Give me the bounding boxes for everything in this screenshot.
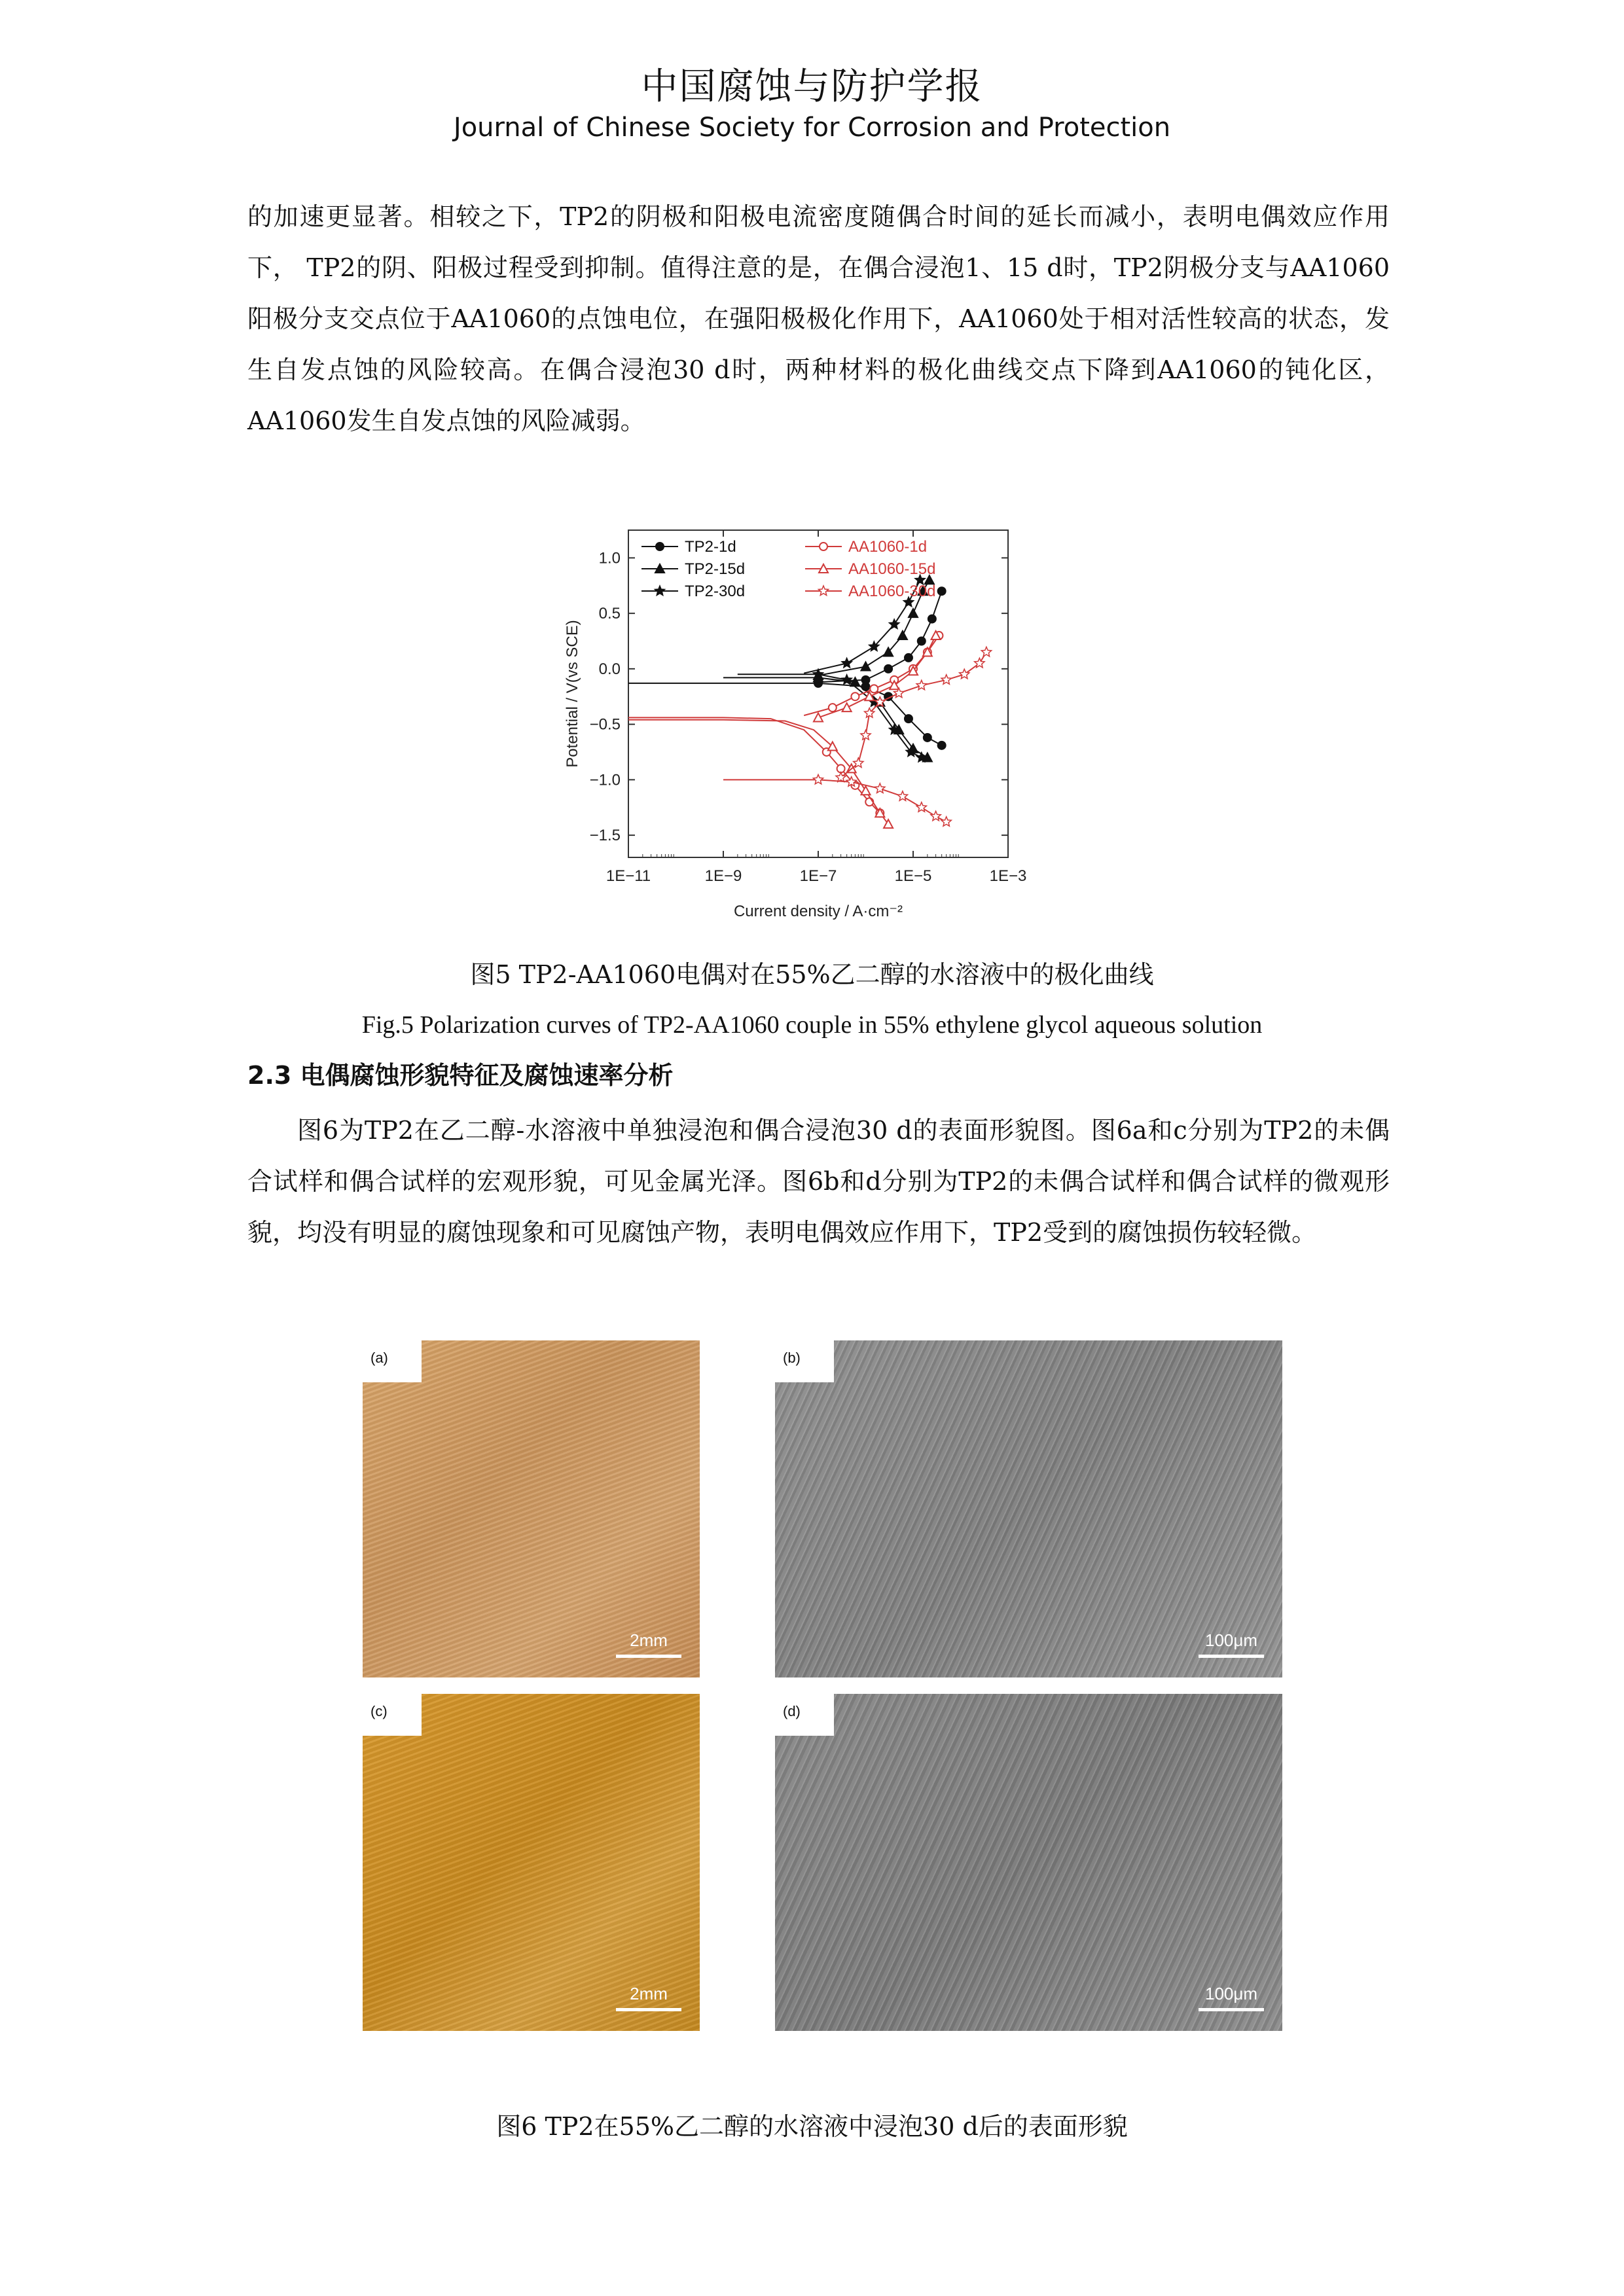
data-point	[655, 586, 664, 596]
scale-line	[616, 1655, 681, 1658]
y-tick-label: −0.5	[589, 715, 621, 734]
figure6-panel-a	[363, 1340, 700, 1677]
figure6-caption-cn: 图6 TP2在55%乙二醇的水溶液中浸泡30 d后的表面形貌	[496, 2112, 1128, 2141]
y-tick-label: 0.0	[598, 660, 621, 678]
scale-bar	[616, 1984, 681, 2011]
data-point	[884, 665, 892, 673]
data-point	[814, 713, 823, 721]
data-point	[931, 811, 941, 821]
figure5-caption-en: Fig.5 Polarization curves of TP2-AA1060 couple in 55% ethylene glycol aqueous solution	[361, 1011, 1263, 1039]
x-tick-label: 1E−5	[894, 867, 932, 885]
data-point	[941, 675, 951, 685]
data-point	[941, 817, 951, 826]
data-point	[842, 703, 852, 711]
y-tick-label: −1.5	[589, 827, 621, 845]
x-tick-label: 1E−7	[799, 867, 837, 885]
data-point	[862, 676, 870, 684]
data-point	[890, 619, 899, 628]
scale-bar	[616, 1630, 681, 1658]
data-point	[851, 692, 859, 700]
panel-tag: (a)	[363, 1340, 422, 1382]
section-heading: 2.3 电偶腐蚀形貌特征及腐蚀速率分析	[247, 1061, 674, 1090]
data-point	[905, 715, 912, 723]
data-point	[938, 742, 946, 749]
scale-label: 100μm	[1204, 1630, 1258, 1650]
paragraph-text: 的加速更显著。相较之下，TP2的阴极和阳极电流密度随偶合时间的延长而减小，表明电偶效应作用下， TP2的阴、阳极过程受到抑制。值得注意的是，在偶合浸泡1、15 d时，TP2阴极分支与AA1060阳极分支交点位于AA1060的点蚀电位，在强阳极极化作用下，AA1060处于相对活性较高的状态，发生自发点蚀的风险较高。在偶合浸泡30 d时，两种材料的极化曲线交点下降到AA1060的钝化区，AA1060发生自发点蚀的风险减弱。	[247, 202, 1390, 435]
legend-label: AA1060-1d	[848, 538, 928, 556]
data-point	[842, 658, 852, 668]
polarization-chart-svg	[550, 520, 1074, 926]
scale-label: 100μm	[1204, 1984, 1258, 2003]
plot-frame	[628, 530, 1008, 857]
legend-label: AA1060-15d	[848, 560, 936, 578]
data-point	[960, 669, 969, 679]
y-tick-label: −1.0	[589, 771, 621, 789]
data-point	[818, 586, 828, 596]
figure5-caption-cn: 图5 TP2-AA1060电偶对在55%乙二醇的水溶液中的极化曲线	[470, 960, 1154, 989]
legend-label: AA1060-30d	[848, 583, 936, 600]
scale-line	[1199, 2008, 1264, 2011]
x-tick-label: 1E−9	[704, 867, 742, 885]
scale-line	[616, 2008, 681, 2011]
scale-label: 2mm	[630, 1630, 668, 1650]
journal-title-en: Journal of Chinese Society for Corrosion and Protection	[453, 113, 1171, 143]
figure6-panel-b	[775, 1340, 1282, 1677]
scale-bar	[1199, 1984, 1264, 2011]
legend-label: TP2-15d	[685, 560, 746, 578]
data-point	[875, 783, 885, 793]
panel-tag: (c)	[363, 1694, 422, 1736]
scale-line	[1199, 1655, 1264, 1658]
data-point	[656, 543, 664, 550]
y-tick-label: 0.5	[598, 605, 621, 623]
data-point	[916, 680, 926, 690]
data-point	[861, 662, 871, 670]
figure5-chart	[550, 520, 1074, 926]
series-line	[818, 591, 942, 682]
data-point	[820, 543, 827, 550]
data-point	[938, 587, 946, 595]
body-paragraph-section	[247, 1105, 1390, 1258]
data-point	[918, 637, 926, 645]
data-point	[924, 734, 931, 742]
data-point	[829, 704, 837, 711]
y-tick-label: 1.0	[598, 549, 621, 567]
data-point	[905, 654, 912, 662]
data-point	[861, 730, 871, 740]
panel-tag: (b)	[775, 1340, 834, 1382]
x-tick-label: 1E−3	[989, 867, 1027, 885]
x-axis-label: Current density / A·cm⁻²	[733, 903, 903, 920]
figure6-panel-c	[363, 1694, 700, 2031]
legend-label: TP2-1d	[685, 538, 736, 556]
x-tick-label: 1E−11	[605, 867, 651, 885]
data-point	[928, 615, 936, 623]
y-axis-label: Potential / V(vs SCE)	[564, 620, 581, 768]
series-line	[723, 780, 947, 821]
data-point	[870, 685, 878, 692]
data-point	[898, 631, 907, 639]
data-point	[897, 791, 907, 801]
panel-tag: (d)	[775, 1694, 834, 1736]
figure6-panel-d	[775, 1694, 1282, 2031]
paragraph-text: 图6为TP2在乙二醇-水溶液中单独浸泡和偶合浸泡30 d的表面形貌图。图6a和c分别为TP2的未偶合试样和偶合试样的宏观形貌，可见金属光泽。图6b和d分别为TP2的未偶合试样和偶合试样的微观形貌，均没有明显的腐蚀现象和可见腐蚀产物，表明电偶效应作用下，TP2受到的腐蚀损伤较轻微。	[247, 1116, 1390, 1247]
data-point	[981, 647, 991, 656]
data-point	[836, 772, 846, 781]
legend-label: TP2-30d	[685, 583, 746, 600]
scale-label: 2mm	[630, 1984, 668, 2003]
data-point	[861, 786, 871, 795]
data-point	[813, 774, 823, 783]
scale-bar	[1199, 1630, 1264, 1658]
body-paragraph-top	[247, 191, 1390, 446]
data-point	[909, 609, 918, 617]
journal-title-cn: 中国腐蚀与防护学报	[641, 65, 983, 108]
